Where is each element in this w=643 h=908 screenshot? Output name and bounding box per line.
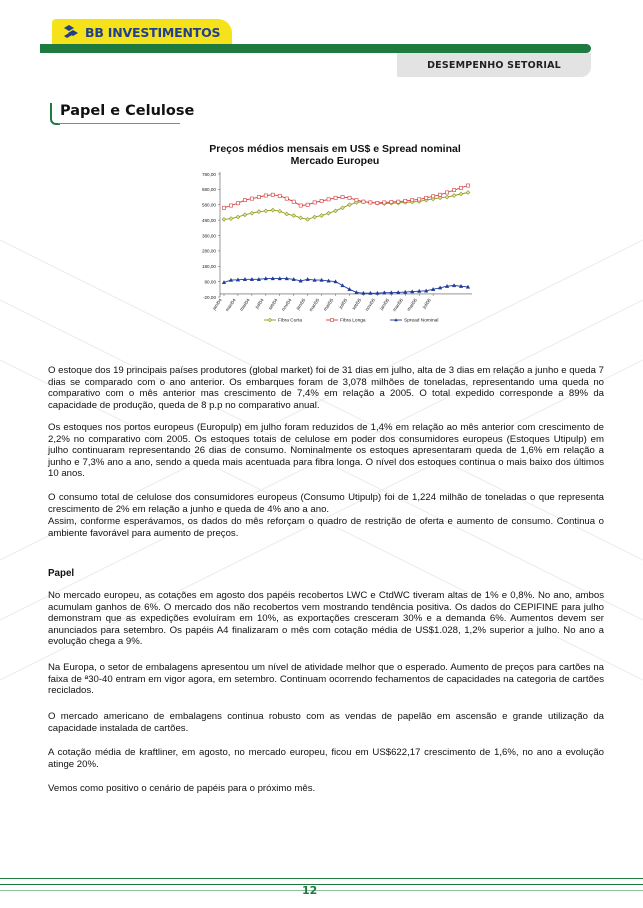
y-tick-label: 480,00 <box>201 217 216 223</box>
data-point-fibra-longa <box>425 196 428 199</box>
x-tick-label: jul/06 <box>421 297 432 310</box>
data-point-fibra-curta <box>348 203 352 207</box>
x-tick-label: mai/04 <box>238 297 251 312</box>
brand-logo <box>52 19 232 45</box>
x-tick-label: mai/05 <box>322 297 335 312</box>
data-point-fibra-curta <box>452 194 456 198</box>
x-tick-label: mar/04 <box>224 297 237 313</box>
x-tick-label: jan/04 <box>211 297 223 311</box>
x-tick-label: jul/04 <box>254 297 265 310</box>
data-point-fibra-longa <box>271 193 274 196</box>
data-point-fibra-longa <box>466 184 469 187</box>
data-point-fibra-longa <box>257 195 260 198</box>
data-point-fibra-curta <box>222 217 226 221</box>
y-tick-label: 80,00 <box>204 279 216 285</box>
data-point-fibra-curta <box>334 209 338 213</box>
y-tick-label: 180,00 <box>201 264 216 270</box>
page-title-wrap <box>50 100 194 122</box>
data-point-fibra-curta <box>445 195 449 199</box>
legend-label-spread-nominal: Spread Nominal <box>404 318 439 324</box>
data-point-fibra-longa <box>404 199 407 202</box>
x-tick-label: mar/05 <box>308 297 321 313</box>
data-point-fibra-longa <box>341 195 344 198</box>
data-point-fibra-curta <box>257 210 261 214</box>
paragraph-outlook: Vemos como positivo o cenário de papéis para o próximo mês. <box>48 783 316 794</box>
chart-title: Preços médios mensais em US$ e Spread nominal <box>209 143 461 155</box>
data-point-fibra-curta <box>243 213 247 217</box>
chart-subtitle: Mercado Europeu <box>290 155 380 167</box>
data-point-fibra-longa <box>313 201 316 204</box>
y-tick-label: 380,00 <box>201 233 216 239</box>
data-point-fibra-longa <box>243 199 246 202</box>
paragraph-consumo: O consumo total de celulose dos consumidores europeus (Consumo Utipulp) foi de 1,224 milhão de toneladas o que representa crescimento de 2% em relação a junho e queda de 4% ano a ano. <box>48 492 604 515</box>
data-point-fibra-longa <box>250 197 253 200</box>
data-point-fibra-curta <box>285 212 289 216</box>
y-tick-label: 780,00 <box>201 171 216 177</box>
price-spread-chart <box>190 140 480 330</box>
y-tick-label: -20,00 <box>202 294 216 300</box>
data-point-fibra-longa <box>418 198 421 201</box>
data-point-fibra-curta <box>313 215 317 219</box>
data-point-fibra-longa <box>285 197 288 200</box>
legend-marker-fibra-curta <box>268 318 272 322</box>
data-point-fibra-longa <box>236 202 239 205</box>
page-number: 12 <box>302 884 318 897</box>
data-point-fibra-curta <box>236 215 240 219</box>
data-point-fibra-longa <box>299 204 302 207</box>
paragraph-papel-europa: No mercado europeu, as cotações em agosto dos papéis recobertos LWC e CtdWC tiveram altas de 1% e 0,8%. No ano, ambos acumulam ganhos de 6%. O mercado dos não recobertos vem mostrando tendência positiva. Os dados do CEPIFINE para julho demonstram que as expedições evoluíram em 10%, as exportações cresceram 30% e a demanda 6%. Aumentos devem ser anunciados para setembro. Os papéis A4 finalizaram o mês com cotação média de US$1.028, 1,2% superior a julho. No ano a evolução chega a 9%. <box>48 590 604 648</box>
x-tick-label: mai/06 <box>406 297 419 312</box>
footer-rule <box>0 878 643 879</box>
x-tick-label: set/05 <box>350 297 363 311</box>
data-point-fibra-longa <box>439 193 442 196</box>
data-point-fibra-longa <box>362 200 365 203</box>
data-point-fibra-curta <box>320 214 324 218</box>
data-point-fibra-longa <box>390 200 393 203</box>
data-point-fibra-curta <box>229 217 233 221</box>
section-tab <box>397 53 591 77</box>
data-point-fibra-longa <box>369 201 372 204</box>
data-point-fibra-curta <box>299 216 303 220</box>
header-green-rule <box>40 44 591 53</box>
subhead-papel: Papel <box>48 568 75 579</box>
data-point-fibra-curta <box>327 211 331 215</box>
data-point-fibra-longa <box>292 200 295 203</box>
data-point-fibra-longa <box>348 196 351 199</box>
paragraph-kraftliner: A cotação média de kraftliner, em agosto, no mercado europeu, ficou em US$622,17 crescimento de 1,6%, no ano a evolução atinge 20%. <box>48 747 604 770</box>
data-point-fibra-curta <box>341 206 345 210</box>
data-point-fibra-longa <box>383 201 386 204</box>
footer-rule <box>0 890 643 891</box>
data-point-fibra-longa <box>452 189 455 192</box>
data-point-fibra-longa <box>459 186 462 189</box>
y-tick-label: 680,00 <box>201 187 216 193</box>
x-tick-label: mar/06 <box>391 297 405 313</box>
x-tick-label: nov/05 <box>364 297 377 312</box>
data-point-fibra-curta <box>466 191 470 195</box>
data-point-fibra-longa <box>334 196 337 199</box>
x-tick-label: set/04 <box>267 297 279 311</box>
title-underline <box>58 123 180 124</box>
paragraph-embalagens: Na Europa, o setor de embalagens apresentou um nível de atividade melhor que o esperado. Aumento de preços para cartões na faixa de ª30-40 entram em vigor agora, em setembro. Continuam ocorrendo fechamentos de capacidades na categoria de cartões reciclados. <box>48 662 604 697</box>
data-point-fibra-longa <box>397 200 400 203</box>
legend-label-fibra-curta: Fibra Curta <box>278 318 302 324</box>
x-tick-label: nov/04 <box>280 297 293 312</box>
data-point-fibra-longa <box>222 206 225 209</box>
data-point-fibra-longa <box>411 199 414 202</box>
data-point-fibra-longa <box>278 194 281 197</box>
x-tick-label: jan/05 <box>295 297 307 311</box>
page-title: Papel e Celulose <box>60 103 195 119</box>
data-point-fibra-curta <box>250 211 254 215</box>
data-point-fibra-curta <box>271 208 275 212</box>
data-point-fibra-curta <box>292 214 296 218</box>
paragraph-conclusion: Assim, conforme esperávamos, os dados do mês reforçam o quadro de restrição de oferta e aumento de consumo. Continua o ambiente favorável para aumento de preços. <box>48 516 604 539</box>
x-tick-label: jan/06 <box>378 297 391 311</box>
data-point-fibra-curta <box>306 217 310 221</box>
legend-label-fibra-longa: Fibra Longa <box>340 318 366 324</box>
data-point-fibra-longa <box>264 194 267 197</box>
bb-logo-icon <box>62 23 80 41</box>
data-point-fibra-curta <box>264 209 268 213</box>
data-point-fibra-curta <box>459 192 463 196</box>
y-tick-label: 280,00 <box>201 248 216 254</box>
data-point-fibra-longa <box>306 203 309 206</box>
data-point-fibra-curta <box>278 209 282 213</box>
brand-name: BB INVESTIMENTOS <box>85 24 221 40</box>
data-point-fibra-longa <box>355 199 358 202</box>
data-point-fibra-longa <box>320 199 323 202</box>
paragraph-europulp: Os estoques nos portos europeus (Europulp) em julho foram reduzidos de 1,4% em relação ao mês anterior com crescimento de 2,2% no comparativo com 2005. Os estoques totais de celulose em poder dos consumidores europeus (Estoques Utipulp) em julho continuaram representando 26 dias de consumo. Nominalmente os estoques apresentaram queda de 1,6% em relação a junho e 7,3% ano a ano, sendo a queda mais acentuada para fibra longa. O nível dos estoques continua o mais baixo dos últimos 10 anos. <box>48 422 604 480</box>
data-point-fibra-longa <box>445 191 448 194</box>
data-point-fibra-longa <box>376 201 379 204</box>
data-point-fibra-longa <box>229 204 232 207</box>
data-point-fibra-longa <box>432 195 435 198</box>
x-tick-label: jul/05 <box>337 297 349 310</box>
paragraph-mercado-americano: O mercado americano de embalagens continua robusto com as vendas de papelão em ascensão e grande utilização da capacidade instalada de cartões. <box>48 711 604 734</box>
footer-rule <box>0 884 643 885</box>
y-tick-label: 580,00 <box>201 202 216 208</box>
paragraph-global-market: O estoque dos 19 principais países produtores (global market) foi de 31 dias em julho, alta de 3 dias em relação a junho e queda 7 dias se comparado com o ano anterior. Os embarques foram de 3,078 milhões de toneladas, representando uma queda no comparativo com o mês anterior mas crescimento de 7,4% em relação a 2005. O total expedido corresponde a 89% da capacidade de produção, queda de 8 p.p no comparativo anual. <box>48 365 604 411</box>
data-point-fibra-longa <box>327 198 330 201</box>
section-label: DESEMPENHO SETORIAL <box>427 59 561 71</box>
legend-marker-fibra-longa <box>331 319 334 322</box>
